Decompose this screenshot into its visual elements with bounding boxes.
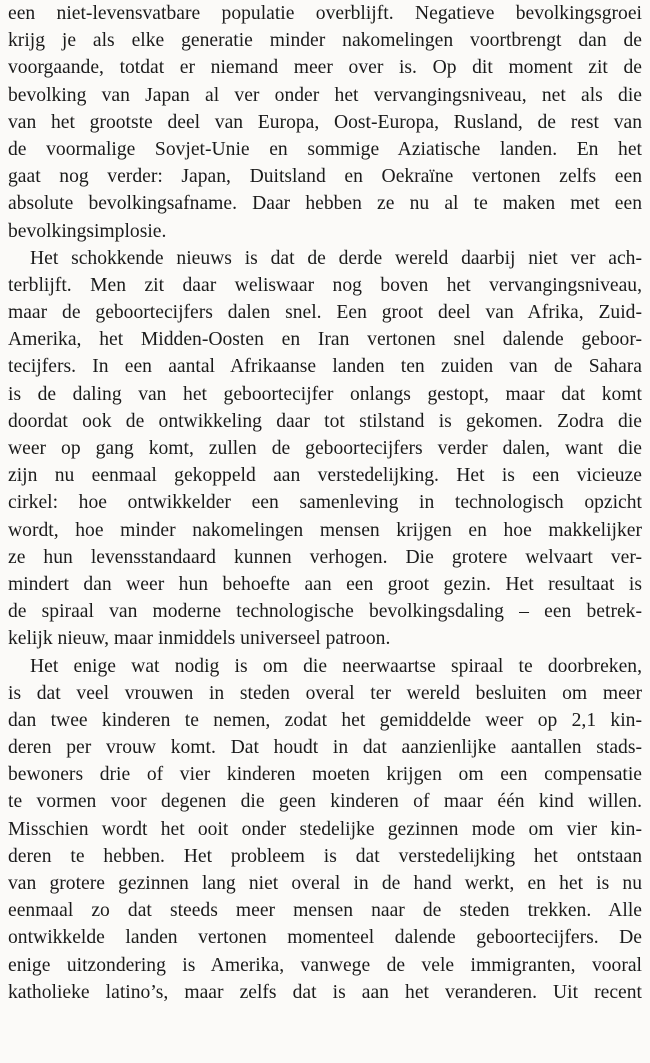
text-line: de spiraal van moderne technologische bevolkingsdaling – een betrek- xyxy=(8,601,642,623)
text-line: tecijfers. In een aantal Afrikaanse landen ten zuiden van de Sahara xyxy=(8,356,642,378)
text-line: cirkel: hoe ontwikkelder een samenleving in technologisch opzicht xyxy=(8,492,642,514)
text-line: maar de geboortecijfers dalen snel. Een groot deel van Afrika, Zuid- xyxy=(8,302,642,324)
text-line: een niet-levensvatbare populatie overblijft. Negatieve bevolkingsgroei xyxy=(8,3,642,24)
text-line: zijn nu eenmaal gekoppeld aan verstedelijking. Het is een vicieuze xyxy=(8,465,642,487)
text-line: mindert dan weer hun behoefte aan een groot gezin. Het resultaat is xyxy=(8,573,642,595)
text-line: Het schokkende nieuws is dat de derde wereld daarbij niet ver ach- xyxy=(30,247,642,269)
text-line: doordat ook de ontwikkeling daar tot stilstand is gekomen. Zodra die xyxy=(8,410,642,432)
text-line: kelijk nieuw, maar inmiddels universeel patroon. xyxy=(8,628,391,650)
text-line: gaat nog verder: Japan, Duitsland en Oekraïne vertonen zelfs een xyxy=(8,166,642,188)
text-line: Misschien wordt het ooit onder stedelijke gezinnen mode om vier kin- xyxy=(8,818,642,840)
text-line: eenmaal zo dat steeds meer mensen naar de steden trekken. Alle xyxy=(8,900,642,922)
text-line: bevolkingsimplosie. xyxy=(8,220,167,242)
text-line: krijg je als elke generatie minder nakomelingen voortbrengt dan de xyxy=(8,30,642,52)
text-line: voorgaande, totdat er niemand meer over is. Op dit moment zit de xyxy=(8,57,642,79)
text-line: van het grootste deel van Europa, Oost-Europa, Rusland, de rest van xyxy=(8,111,642,133)
text-line: deren te hebben. Het probleem is dat verstedelijking het ontstaan xyxy=(8,845,642,867)
text-line: absolute bevolkingsafname. Daar hebben ze nu al te maken met een xyxy=(8,193,642,215)
text-line: bewoners drie of vier kinderen moeten krijgen om een compensatie xyxy=(8,764,642,786)
text-line: deren per vrouw komt. Dat houdt in dat aanzienlijke aantallen stads- xyxy=(8,737,642,759)
text-line: ze hun levensstandaard kunnen verhogen. Die grotere welvaart ver- xyxy=(8,546,642,568)
text-line: Amerika, het Midden-Oosten en Iran vertonen snel dalende geboor- xyxy=(8,329,642,351)
paragraph-1 xyxy=(8,0,642,245)
text-line: ontwikkelde landen vertonen momenteel dalende geboortecijfers. De xyxy=(8,927,642,949)
text-line: terblijft. Men zit daar weliswaar nog boven het vervangingsniveau, xyxy=(8,274,642,296)
text-line: is dat veel vrouwen in steden overal ter wereld besluiten om meer xyxy=(8,682,642,704)
paragraph-2 xyxy=(8,245,642,653)
text-line: Het enige wat nodig is om die neerwaartse spiraal te doorbreken, xyxy=(30,655,642,677)
text-line: katholieke latino’s, maar zelfs dat is aan het veranderen. Uit recent xyxy=(8,981,642,1003)
text-line: wordt, hoe minder nakomelingen mensen krijgen en hoe makkelijker xyxy=(8,519,642,541)
text-line: van grotere gezinnen lang niet overal in de hand werkt, en het is nu xyxy=(8,873,642,894)
text-line: bevolking van Japan al ver onder het vervangingsniveau, net als die xyxy=(8,84,642,106)
text-line: de voormalige Sovjet-Unie en sommige Aziatische landen. En het xyxy=(8,138,642,160)
text-line: is de daling van het geboortecijfer onlangs gestopt, maar dat komt xyxy=(8,383,642,405)
text-line: enige uitzondering is Amerika, vanwege de vele immigranten, vooral xyxy=(8,954,642,976)
text-line: weer op gang komt, zullen de geboortecijfers verder dalen, want die xyxy=(8,438,642,459)
text-line: te vormen voor degenen die geen kinderen of maar één kind willen. xyxy=(8,791,642,813)
paragraph-3 xyxy=(8,653,642,1006)
text-line: dan twee kinderen te nemen, zodat het gemiddelde weer op 2,1 kin- xyxy=(8,709,642,731)
